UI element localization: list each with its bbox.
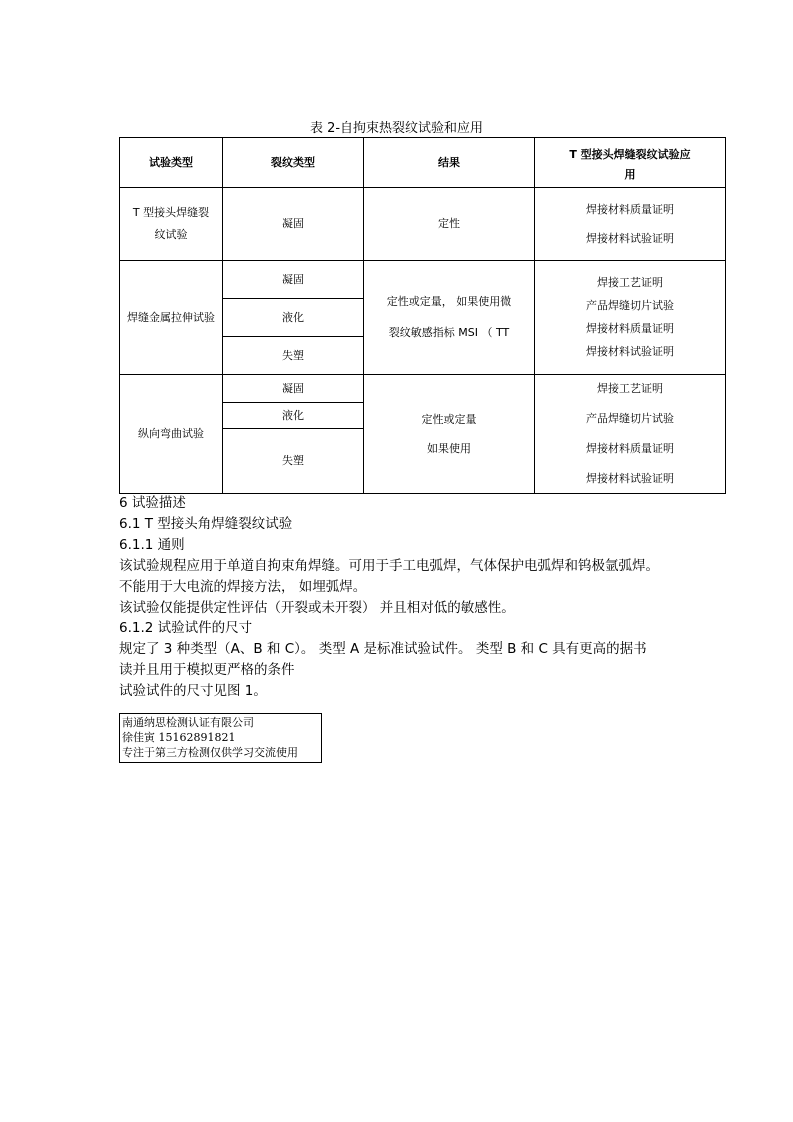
test-type-cell: [120, 188, 223, 261]
paragraph-line: 读并且用于模拟更严格的条件: [119, 662, 295, 679]
header-crack-type: 裂纹类型: [223, 138, 364, 188]
application-line: 焊接材料试验证明: [586, 472, 674, 485]
application-cell: [535, 188, 726, 261]
header-application-line: T 型接头焊缝裂纹试验应: [569, 147, 691, 161]
crack-type-cell: 失塑: [223, 337, 364, 375]
table-caption: 表 2-自拘束热裂纹试验和应用: [309, 121, 484, 136]
header-test-type: 试验类型: [120, 138, 223, 188]
application-line: 焊接材料试验证明: [586, 231, 674, 245]
table-row: [120, 261, 726, 299]
subsection-heading: 6.1 T 型接头角焊缝裂纹试验: [119, 515, 293, 532]
body-text: [119, 493, 719, 702]
result-line: 如果使用: [427, 441, 471, 455]
table-header-row: [120, 138, 726, 188]
watermark-line: 南通纳思检测认证有限公司: [122, 716, 254, 729]
crack-type-cell: 液化: [223, 299, 364, 337]
paragraph-line: 试验试件的尺寸见图 1。: [119, 683, 267, 700]
subsection-heading: 6.1.1 通则: [119, 536, 185, 553]
application-line: 焊接工艺证明: [597, 382, 663, 395]
result-cell: [364, 375, 535, 494]
result-line: 定性或定量， 如果使用微: [386, 295, 512, 308]
result-line: 定性或定量: [421, 412, 477, 426]
crack-type-cell: 凝固: [223, 375, 364, 403]
crack-test-table: [119, 137, 726, 494]
test-type-cell: 纵向弯曲试验: [120, 375, 223, 494]
application-line: 焊接工艺证明: [597, 276, 663, 289]
watermark-box: [119, 713, 322, 763]
paragraph-line: 该试验规程应用于单道自拘束角焊缝。可用于手工电弧焊，气体保护电弧焊和钨极氩弧焊。: [119, 557, 659, 574]
paragraph-line: 规定了 3 种类型（A、B 和 C）。 类型 A 是标准试验试件。 类型 B 和 C 具有更高的据书: [119, 641, 647, 658]
application-line: 产品焊缝切片试验: [586, 299, 674, 312]
header-application: [535, 138, 726, 188]
application-line: 焊接材料质量证明: [586, 202, 674, 216]
test-type-line: 纹试验: [154, 228, 188, 241]
application-line: 焊接材料试验证明: [586, 345, 674, 358]
table-row: [120, 188, 726, 261]
crack-type-cell: 失塑: [223, 429, 364, 494]
subsection-heading: 6.1.2 试验试件的尺寸: [119, 620, 253, 637]
header-application-line: 用: [624, 167, 636, 181]
application-line: 产品焊缝切片试验: [586, 412, 674, 425]
section-heading: 6 试验描述: [119, 495, 186, 511]
crack-type-cell: 凝固: [223, 188, 364, 261]
crack-type-cell: 凝固: [223, 261, 364, 299]
header-result: 结果: [364, 138, 535, 188]
watermark-line: 徐佳寅 15162891821: [122, 731, 236, 744]
test-type-cell: 焊缝金属拉伸试验: [120, 261, 223, 375]
application-line: 焊接材料质量证明: [586, 322, 674, 335]
result-line: 裂纹敏感指标 MSI （ TT: [388, 326, 510, 339]
application-cell: [535, 375, 726, 494]
paragraph-line: 不能用于大电流的焊接方法， 如埋弧焊。: [119, 578, 367, 595]
result-cell: [364, 261, 535, 375]
result-cell: 定性: [364, 188, 535, 261]
watermark-line: 专注于第三方检测仅供学习交流使用: [122, 746, 298, 759]
crack-type-cell: 液化: [223, 403, 364, 429]
table-row: [120, 375, 726, 403]
paragraph-line: 该试验仅能提供定性评估（开裂或未开裂） 并且相对低的敏感性。: [119, 599, 515, 616]
application-line: 焊接材料质量证明: [586, 442, 674, 455]
test-type-line: T 型接头焊缝裂: [132, 206, 210, 219]
application-cell: [535, 261, 726, 375]
